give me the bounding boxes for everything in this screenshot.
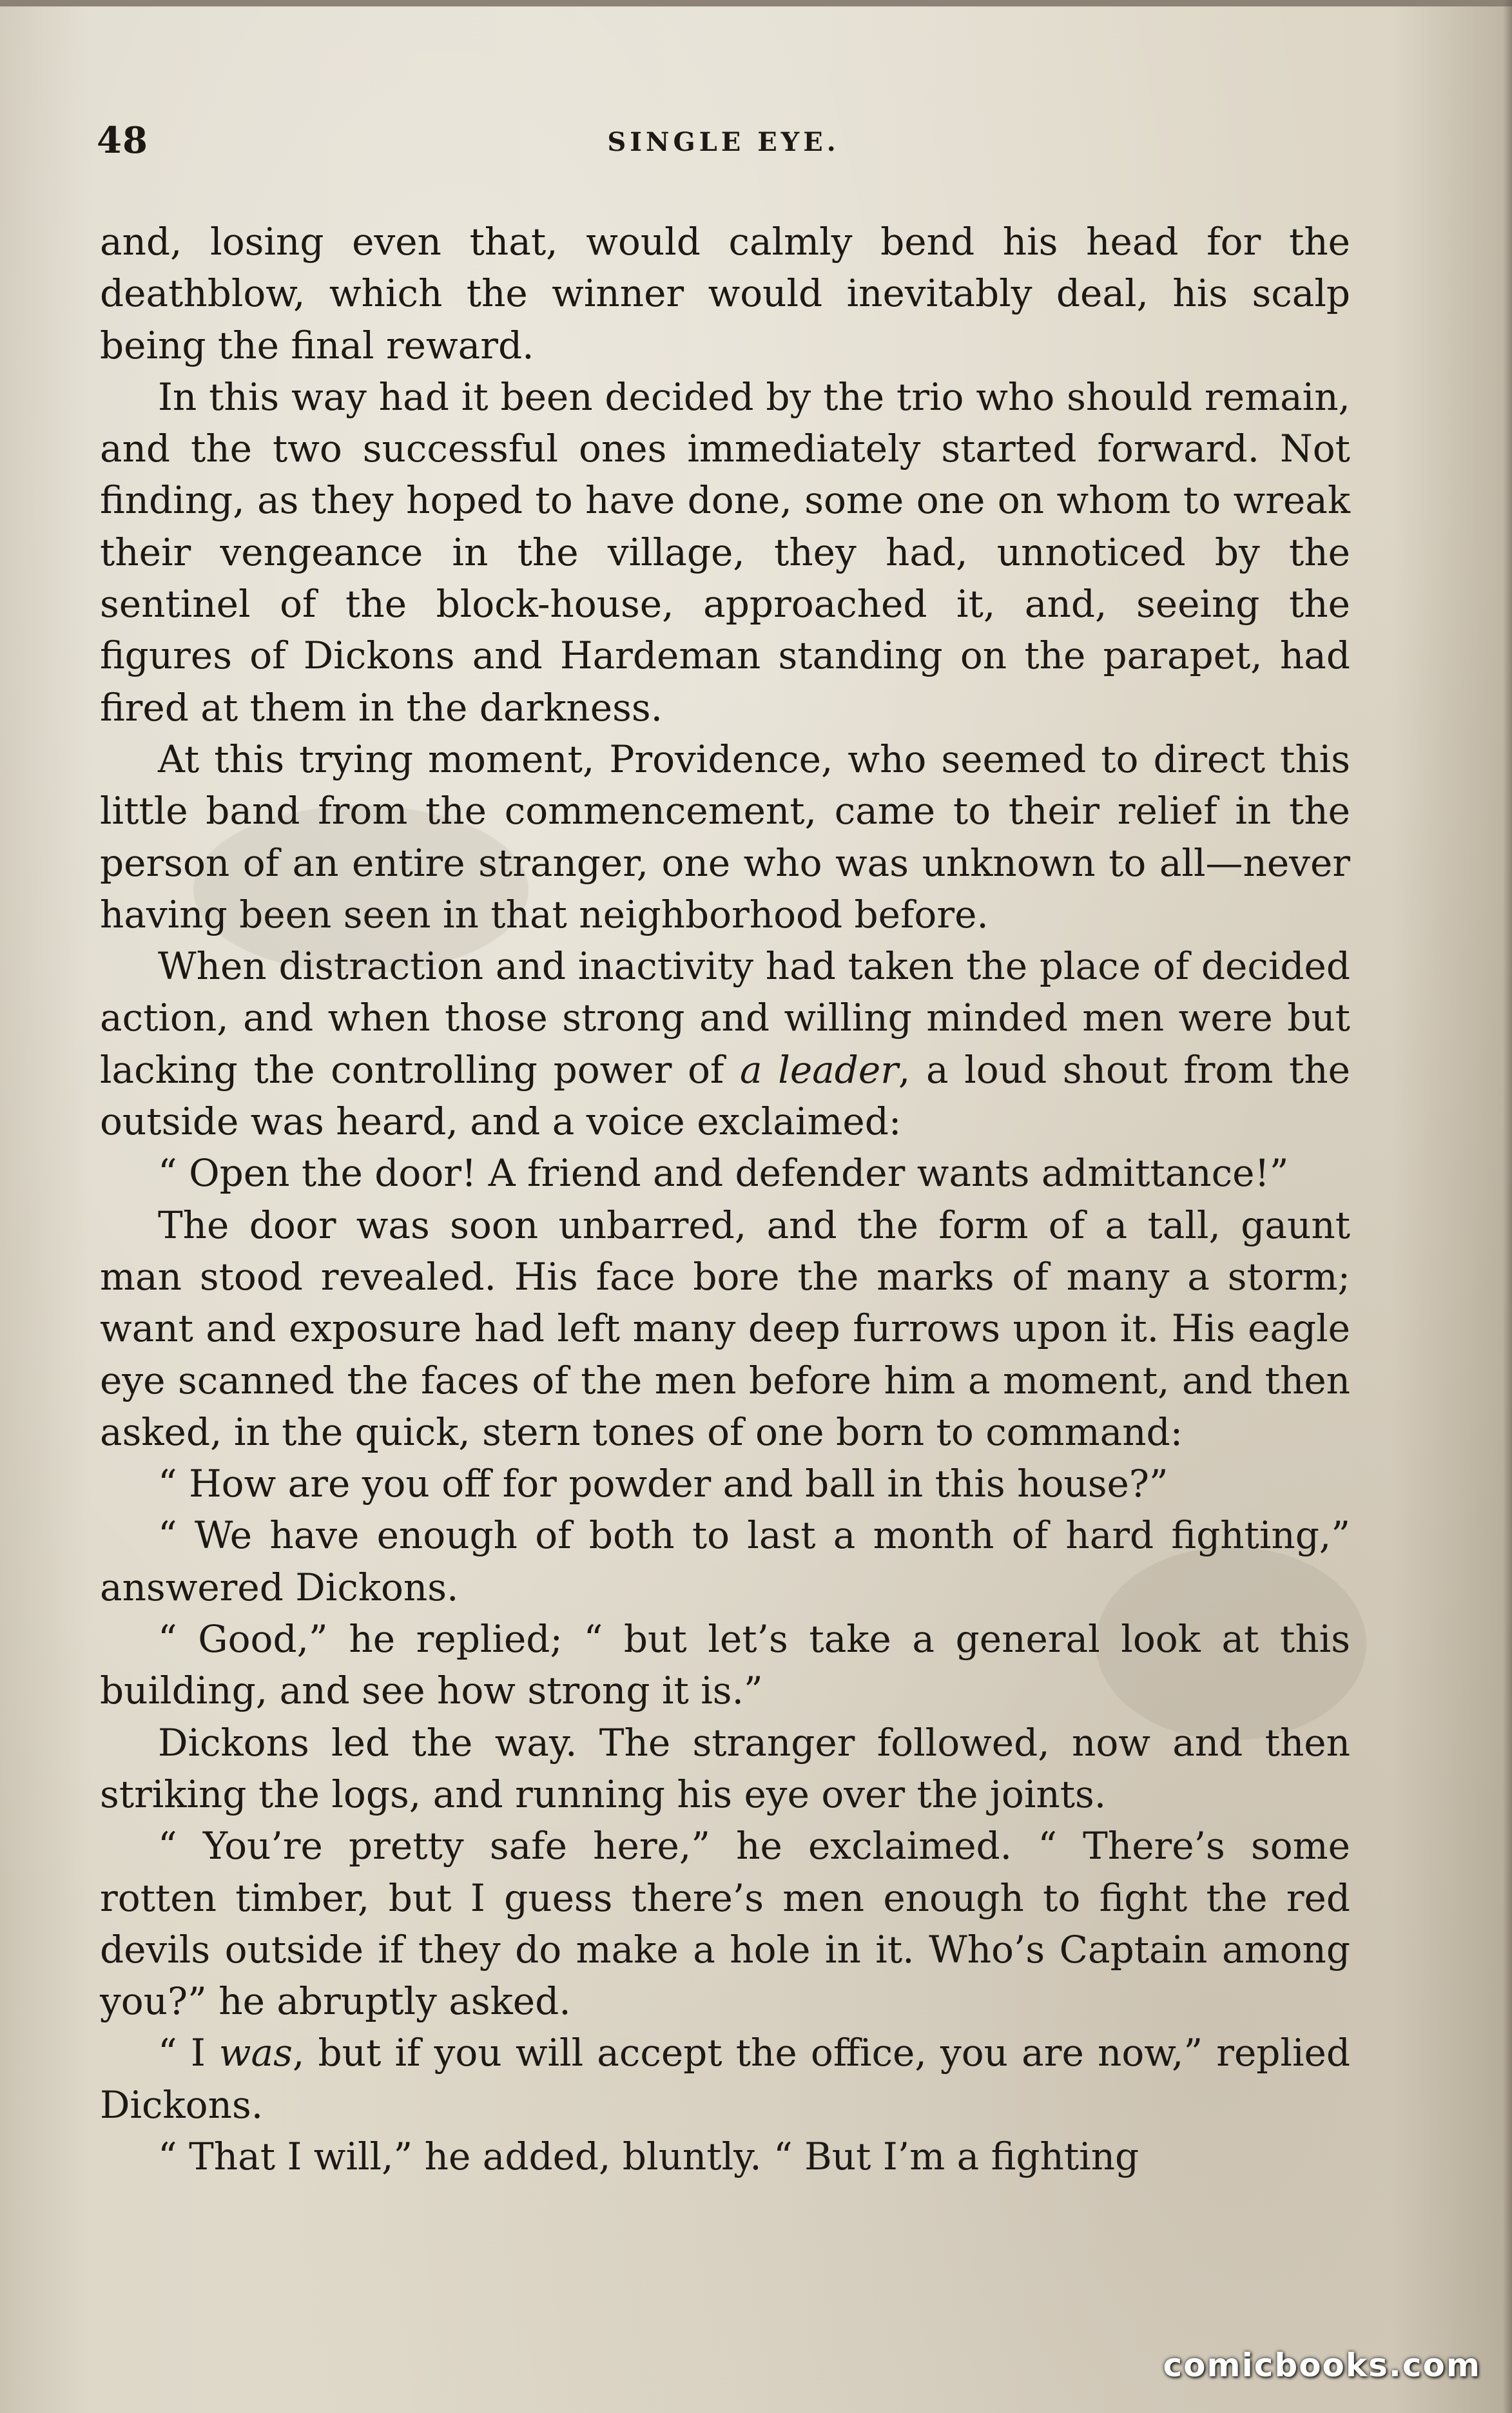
site-watermark: comicbooks.com bbox=[1163, 2347, 1481, 2384]
text-run: When distraction and inactivity had taken the place of decided action, and when those strong and willing minded men were but lacking the controlling power of bbox=[100, 944, 1350, 1092]
text-run: “ Good,” he replied; “ but let’s take a general look at this building, and see how strong it is.” bbox=[100, 1617, 1350, 1713]
text-run: “ You’re pretty safe here,” he exclaimed. “ There’s some rotten timber, but I guess there’s men enough to fight the red devils outside if they do make a hole in it. Who’s Captain among you?” he abruptly asked. bbox=[100, 1824, 1350, 2024]
text-run: “ How are you off for powder and ball in this house?” bbox=[158, 1462, 1168, 1506]
text-run: Dickons led the way. The stranger followed, now and then striking the logs, and running his eye over the joints. bbox=[100, 1720, 1350, 1816]
page-number: 48 bbox=[97, 119, 148, 162]
text-run: At this trying moment, Providence, who seemed to direct this little band from the commencement, came to their relief in the person of an entire stranger, one who was unknown to all—never having been seen in that neighborhood before. bbox=[100, 737, 1350, 936]
paragraph bbox=[100, 1613, 1350, 1717]
text-run: The door was soon unbarred, and the form of a tall, gaunt man stood revealed. His face bore the marks of many a storm; want and exposure had left many deep furrows upon it. His eagle eye scanned the faces of the men before him a moment, and then asked, in the quick, stern tones of one born to command: bbox=[100, 1203, 1350, 1454]
running-head bbox=[97, 119, 1350, 164]
paragraph bbox=[100, 1717, 1350, 1821]
running-title: SINGLE EYE. bbox=[607, 127, 840, 157]
body-text bbox=[100, 216, 1350, 2182]
paragraph bbox=[100, 1147, 1350, 1199]
page-right-edge bbox=[1503, 0, 1512, 2413]
text-run: “ We have enough of both to last a month of hard fighting,” answered Dickons. bbox=[100, 1513, 1350, 1609]
paragraph bbox=[100, 371, 1350, 733]
paragraph bbox=[100, 2027, 1350, 2131]
paragraph bbox=[100, 940, 1350, 1147]
text-run: In this way had it been decided by the trio who should remain, and the two successful ones immediately started forward. Not finding, as they hoped to have done, some one on whom to wreak their vengeance in the village, they had, unnoticed by the sentinel of the block-house, approached it, and, seeing the figures of Dickons and Hardeman standing on the parapet, had fired at them in the darkness. bbox=[100, 374, 1350, 730]
paragraph bbox=[100, 1509, 1350, 1613]
text-run: “ Open the door! A friend and defender wants admittance!” bbox=[158, 1151, 1289, 1196]
paragraph bbox=[100, 2131, 1350, 2182]
paragraph bbox=[100, 216, 1350, 371]
text-run: , but if you will accept the office, you are now,” replied Dickons. bbox=[100, 2031, 1350, 2127]
text-run: and, losing even that, would calmly bend his head for the deathblow, which the winner would inevitably deal, his scalp being the final reward. bbox=[100, 220, 1350, 367]
page-top-edge bbox=[0, 0, 1512, 6]
text-run: “ I bbox=[158, 2031, 219, 2075]
paragraph bbox=[100, 1199, 1350, 1458]
italic-text-run: was bbox=[218, 2031, 293, 2075]
paragraph bbox=[100, 1820, 1350, 2027]
italic-text-run: a leader bbox=[740, 1047, 898, 1092]
paragraph bbox=[100, 733, 1350, 940]
paragraph bbox=[100, 1458, 1350, 1509]
text-run: , a loud shout from the outside was heard, and a voice exclaimed: bbox=[100, 1047, 1350, 1144]
text-run: “ That I will,” he added, bluntly. “ But I’m a fighting bbox=[158, 2134, 1139, 2178]
